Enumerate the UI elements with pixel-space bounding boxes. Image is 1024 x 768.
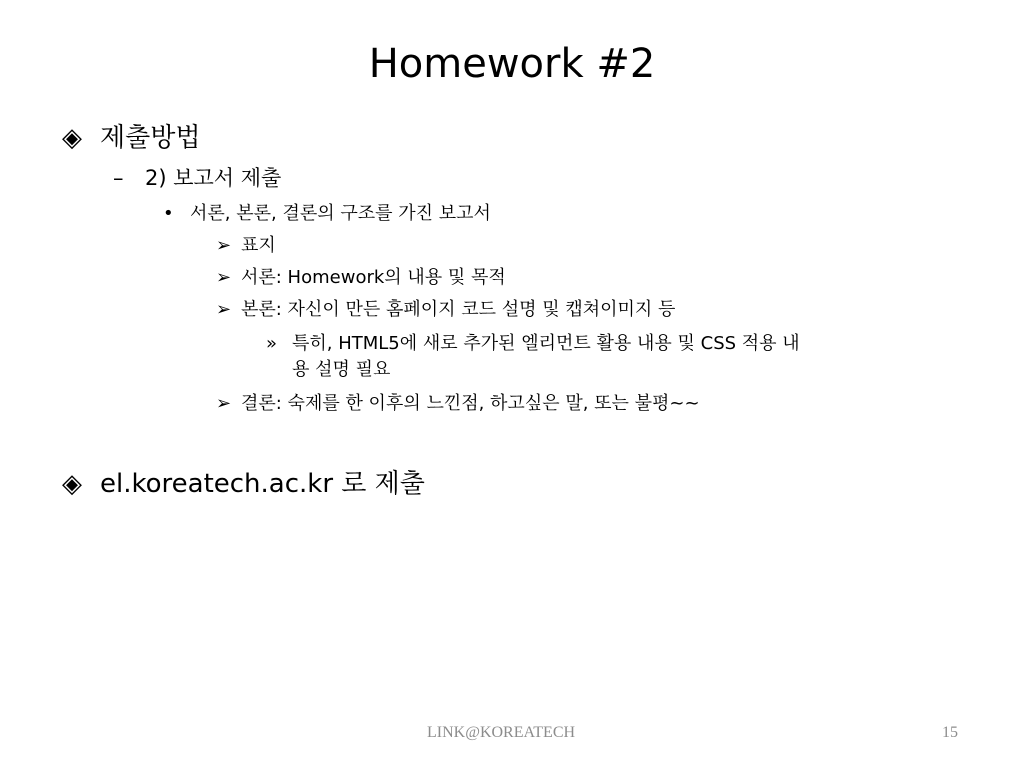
- bullet-text-submit-site: el.koreatech.ac.kr 로 제출: [100, 469, 425, 499]
- bullet-text-body: 본론: 자신이 만든 홈페이지 코드 설명 및 캡쳐이미지 등: [241, 299, 676, 320]
- double-chevron-bullet-icon: »: [266, 333, 278, 354]
- diamond-bullet-icon: ◈: [62, 123, 82, 153]
- footer-text: LINK@KOREATECH: [427, 724, 576, 741]
- bullet-text-report-structure: 서론, 본론, 결론의 구조를 가진 보고서: [190, 203, 491, 224]
- bullet-text-html5-note-continued: 용 설명 필요: [292, 359, 391, 380]
- dot-bullet-icon: •: [163, 203, 174, 224]
- arrow-bullet-icon: ➢: [216, 299, 232, 320]
- bullet-text-report-submission: 2) 보고서 제출: [145, 166, 282, 190]
- arrow-bullet-icon: ➢: [216, 393, 232, 414]
- bullet-text-cover: 표지: [241, 235, 276, 256]
- bullet-text-html5-note: 특히, HTML5에 새로 추가된 엘리먼트 활용 내용 및 CSS 적용 내: [292, 333, 800, 354]
- diamond-bullet-icon: ◈: [62, 469, 82, 499]
- arrow-bullet-icon: ➢: [216, 267, 232, 288]
- slide-title: Homework #2: [368, 41, 656, 87]
- bullet-text-submission-method: 제출방법: [100, 123, 201, 153]
- arrow-bullet-icon: ➢: [216, 235, 232, 256]
- page-number: 15: [942, 724, 958, 741]
- dash-bullet-icon: –: [113, 166, 124, 190]
- bullet-text-introduction: 서론: Homework의 내용 및 목적: [241, 267, 506, 288]
- bullet-text-conclusion: 결론: 숙제를 한 이후의 느낀점, 하고싶은 말, 또는 불평~~: [241, 393, 700, 414]
